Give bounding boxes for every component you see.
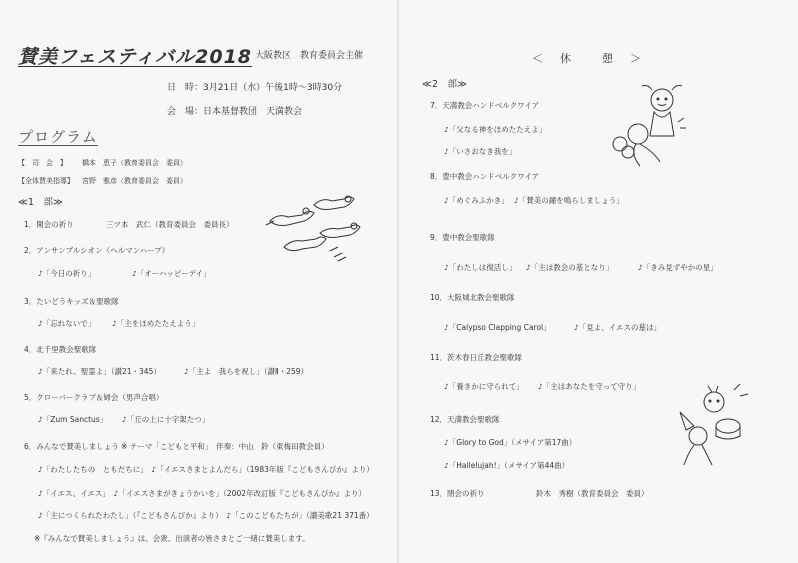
part2-heading: ≪2 部≫: [422, 79, 467, 90]
program-item-title: 13．閉会の祈り: [430, 489, 485, 498]
song-title: ♪「Hallelujah!」（メサイア第44曲）: [444, 461, 570, 470]
song-title: ♪「めぐみふかき」: [444, 196, 509, 205]
song-title: ♪「養きかに守られて」: [444, 382, 524, 391]
program-item-performer: 鈴木 秀樹（教育委員会 委員）: [536, 489, 649, 498]
organizer-text: 大阪教区 教育委員会主催: [255, 51, 364, 61]
staff-name: 橋本 恵子（教育委員会 委員）: [82, 159, 187, 167]
program-item-title: 4．北千里教会聖歌隊: [24, 345, 97, 354]
children-drum-trumpet-illustration: [674, 382, 750, 468]
program-item-title: 11．茨木春日丘教会聖歌隊: [430, 353, 523, 362]
staff-role: 【全体賛美指導】: [18, 177, 74, 185]
program-item-title: 9．豊中教会聖歌隊: [430, 233, 495, 242]
song-title: ♪「主は教会の基となり」: [526, 263, 614, 272]
song-title: ♪「主につくられたわたし」（『こどもさんびか』より） ♪「このこどもたちが」（讃美歌21 371番）: [38, 511, 374, 520]
event-venue: 会 場：日本基督教団 天満教会: [167, 107, 303, 117]
program-item-title: 6．みんなで賛美しましょう ※ テーマ「こどもと平和」 伴奏：中山 鈴（東梅田教会員）: [24, 442, 329, 451]
left-page: [0, 0, 398, 563]
part1-heading: ≪1 部≫: [18, 197, 63, 208]
song-title: ♪「忘れないで」: [38, 319, 96, 328]
song-title: ♪「賛美の鐘を鳴らしましょう」: [514, 196, 624, 205]
program-item-title: 5．クローバークラブ＆婦会（男声合唱）: [24, 393, 164, 402]
song-title: ♪「いさおなき我を」: [444, 147, 517, 156]
song-title: ♪「父なる神をほめたたえよ」: [444, 125, 547, 134]
program-item-title: 8．豊中教会ハンドベルクワイア: [430, 172, 540, 181]
right-page: [400, 0, 798, 563]
song-title: ♪「イエス、イエス」 ♪「イエスさまがきょうかいを」（2002年改訂版『こどもさんびか』より）: [38, 489, 366, 498]
program-heading: プログラム: [18, 128, 98, 146]
song-title: ♪「Calypso Clapping Carol」: [444, 323, 551, 332]
staff-role: 【 司 会 】: [18, 159, 67, 167]
program-item-title: 3．たいどうキッズ＆聖歌隊: [24, 297, 119, 306]
song-title: ♪「Zum Sanctus」: [38, 415, 108, 424]
staff-name: 宮野 雅彦（教育委員会 委員）: [82, 177, 187, 185]
song-title: ♪「主よ 我らを祝し」（讃Ⅱ・259）: [184, 367, 309, 376]
program-item-title: 10．大阪城北教会聖歌隊: [430, 293, 515, 302]
program-item-performer: 三ツ本 武仁（教育委員会 委員長）: [106, 220, 234, 229]
event-datetime: 日 時：3月21日（水）午後1時～3時30分: [167, 83, 343, 93]
song-title: ♪「見よ、イエスの墓は」: [574, 323, 661, 332]
song-title: ♪「Glory to God」（メサイア第17曲）: [444, 438, 577, 447]
song-title: ♪「わたしたちの ともだちに」 ♪「イエスさまとよんだら」（1983年版『こどもさんびか』より）: [38, 465, 374, 474]
song-title: ♪「主をほめたたえよう」: [112, 319, 200, 328]
song-title: ♪「丘の上に十字架たつ」: [122, 415, 210, 424]
song-title: ♪「主はあなたを守って守り」: [538, 382, 641, 391]
song-title: ♪「今日の祈り」: [38, 269, 96, 278]
program-item-title: 2．アンサンブルシオン（ヘルマンハープ）: [24, 246, 170, 255]
song-title: ♪「わたしは復活し」: [444, 263, 517, 272]
angels-with-trumpets-illustration: [264, 195, 382, 267]
program-item-title: 1．開会の祈り: [24, 220, 74, 229]
intermission-label: ＜ 休 憩 ＞: [532, 52, 644, 65]
program-item-title: 7．天満教会ハンドベルクワイア: [430, 101, 540, 110]
part1-note: ※『みんなで賛美しましょう』は、会衆、出演者の皆さまとご一緒に賛美します。: [34, 534, 310, 543]
festival-title: 賛美フェスティバル2018: [18, 46, 253, 68]
song-title: ♪「きみ見ずやかの星」: [638, 263, 718, 272]
song-title: ♪「オーハッピーデイ」: [132, 269, 211, 278]
song-title: ♪「来たれ、聖霊よ」（讃21・345）: [38, 367, 161, 376]
children-handbells-illustration: [606, 82, 692, 172]
program-item-title: 12．天満教会聖歌隊: [430, 415, 500, 424]
